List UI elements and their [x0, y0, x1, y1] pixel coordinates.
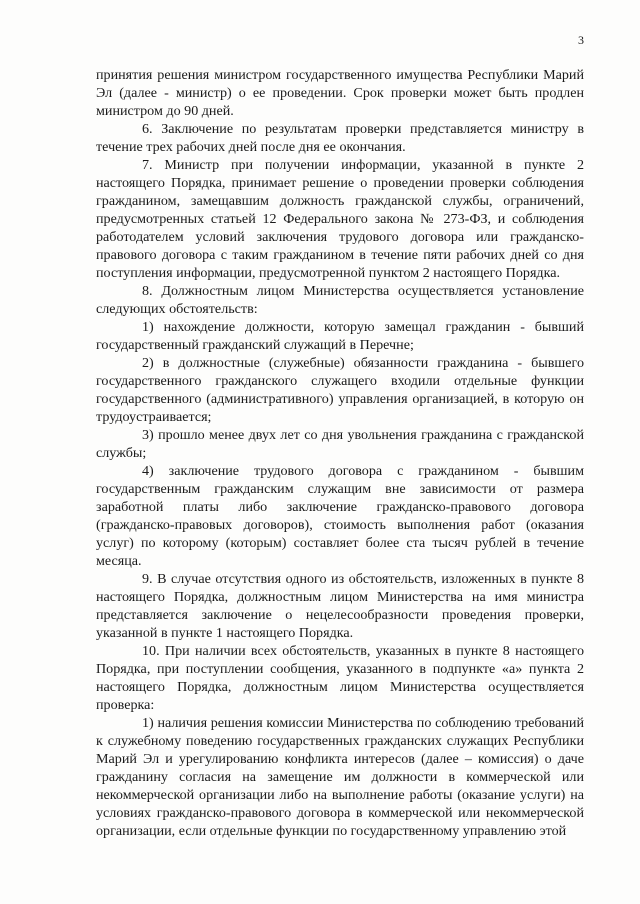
paragraph-8: 8. Должностным лицом Министерства осуществляется установление следующих обстоятельств:: [96, 283, 584, 317]
paragraph-8-item-3: 3) прошло менее двух лет со дня увольнения гражданина с гражданской службы;: [96, 427, 584, 461]
paragraph-8-item-2: 2) в должностные (служебные) обязанности гражданина - бывшего государственного гражданского служащего входили отдельные функции государственного (административного) управления организацией, в которую он трудоустраивается;: [96, 355, 584, 425]
paragraph-10: 10. При наличии всех обстоятельств, указанных в пункте 8 настоящего Порядка, при поступлении сообщения, указанного в подпункте «а» пункта 2 настоящего Порядка, должностным лицом Министерства осуществляется проверка:: [96, 643, 584, 713]
document-body: [96, 66, 584, 840]
paragraph-8-item-1: 1) нахождение должности, которую замещал гражданин - бывший государственный гражданский служащий в Перечне;: [96, 319, 584, 353]
paragraph-8-item-4: 4) заключение трудового договора с гражданином - бывшим государственным гражданским служащим вне зависимости от размера заработной платы либо заключение гражданско-правового договора (гражданско-правовых договоров), стоимость выполнения работ (оказания услуг) по которому (которым) составляет более ста тысяч рублей в течение месяца.: [96, 463, 584, 569]
paragraph-10-item-1: 1) наличия решения комиссии Министерства по соблюдению требований к служебному поведению государственных гражданских служащих Республики Марий Эл и урегулированию конфликта интересов (далее – комиссия) о даче гражданину согласия на замещение им должности в коммерческой или некоммерческой организации либо на выполнение работы (оказание услуги) на условиях гражданско-правового договора в коммерческой или некоммерческой организации, если отдельные функции по государственному управлению этой: [96, 715, 584, 839]
paragraph-7: 7. Министр при получении информации, указанной в пункте 2 настоящего Порядка, принимает решение о проведении проверки соблюдения гражданином, замещавшим должность гражданской службы, ограничений, предусмотренных статьей 12 Федерального закона № 273-ФЗ, и соблюдения работодателем условий заключения трудового договора или гражданско-правового договора с таким гражданином в течение пяти рабочих дней со дня поступления информации, предусмотренной пунктом 2 настоящего Порядка.: [96, 157, 584, 281]
paragraph-9: 9. В случае отсутствия одного из обстоятельств, изложенных в пункте 8 настоящего Порядка, должностным лицом Министерства на имя министра представляется заключение о нецелесообразности проведения проверки, указанной в пункте 1 настоящего Порядка.: [96, 571, 584, 641]
paragraph-6: 6. Заключение по результатам проверки представляется министру в течение трех рабочих дней после дня ее окончания.: [96, 121, 584, 155]
page-number: 3: [578, 33, 584, 47]
paragraph-continuation: принятия решения министром государственного имущества Республики Марий Эл (далее - министр) о ее проведении. Срок проверки может быть продлен министром до 90 дней.: [96, 67, 584, 119]
